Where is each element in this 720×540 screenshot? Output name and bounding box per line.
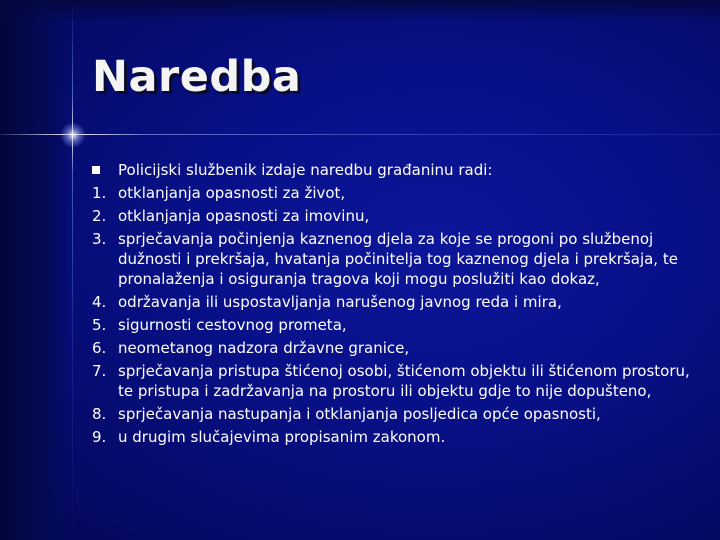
light-flare-vertical — [72, 0, 73, 540]
list-item — [92, 338, 692, 358]
item-text: otklanjanja opasnosti za život, — [118, 184, 346, 202]
background-top-band — [0, 0, 720, 22]
list-item — [92, 229, 692, 289]
item-number: 8. — [92, 405, 107, 423]
item-number: 5. — [92, 316, 107, 334]
item-text: sprječavanja pristupa štićenoj osobi, štićenom objektu ili štićenom prostoru, te pristupa i zadržavanja na prostoru ili objektu gdje to nije dopušteno, — [118, 362, 690, 400]
slide-body — [92, 160, 692, 450]
item-text: neometanog nadzora državne granice, — [118, 339, 410, 357]
item-number: 9. — [92, 428, 107, 446]
item-number: 1. — [92, 184, 107, 202]
item-text: sigurnosti cestovnog prometa, — [118, 316, 347, 334]
slide-title: Naredba — [92, 52, 302, 102]
intro-bullet — [92, 160, 692, 180]
item-text: sprječavanja počinjenja kaznenog djela za koje se progoni po službenoj dužnosti i prekršaja, hvatanja počinitelja tog kaznenog djela i prekršaja, te pronalaženja i osiguranja tragova koji mogu poslužiti kao dokaz, — [118, 230, 678, 288]
item-number: 2. — [92, 207, 107, 225]
intro-text: Policijski službenik izdaje naredbu građaninu radi: — [118, 161, 493, 179]
item-text: održavanja ili uspostavljanja narušenog javnog reda i mira, — [118, 293, 562, 311]
square-bullet-icon — [92, 166, 100, 174]
numbered-list — [92, 183, 692, 447]
item-number: 4. — [92, 293, 107, 311]
item-text: sprječavanja nastupanja i otklanjanja posljedica opće opasnosti, — [118, 405, 601, 423]
list-item — [92, 206, 692, 226]
light-flare-horizontal — [0, 134, 720, 135]
item-text: u drugim slučajevima propisanim zakonom. — [118, 428, 446, 446]
item-text: otklanjanja opasnosti za imovinu, — [118, 207, 370, 225]
item-number: 3. — [92, 230, 107, 248]
light-flare-glow — [60, 122, 86, 148]
item-number: 6. — [92, 339, 107, 357]
list-item — [92, 183, 692, 203]
list-item — [92, 361, 692, 401]
list-item — [92, 292, 692, 312]
background-left-band — [0, 0, 70, 540]
list-item — [92, 404, 692, 424]
list-item — [92, 315, 692, 335]
list-item — [92, 427, 692, 447]
item-number: 7. — [92, 362, 107, 380]
